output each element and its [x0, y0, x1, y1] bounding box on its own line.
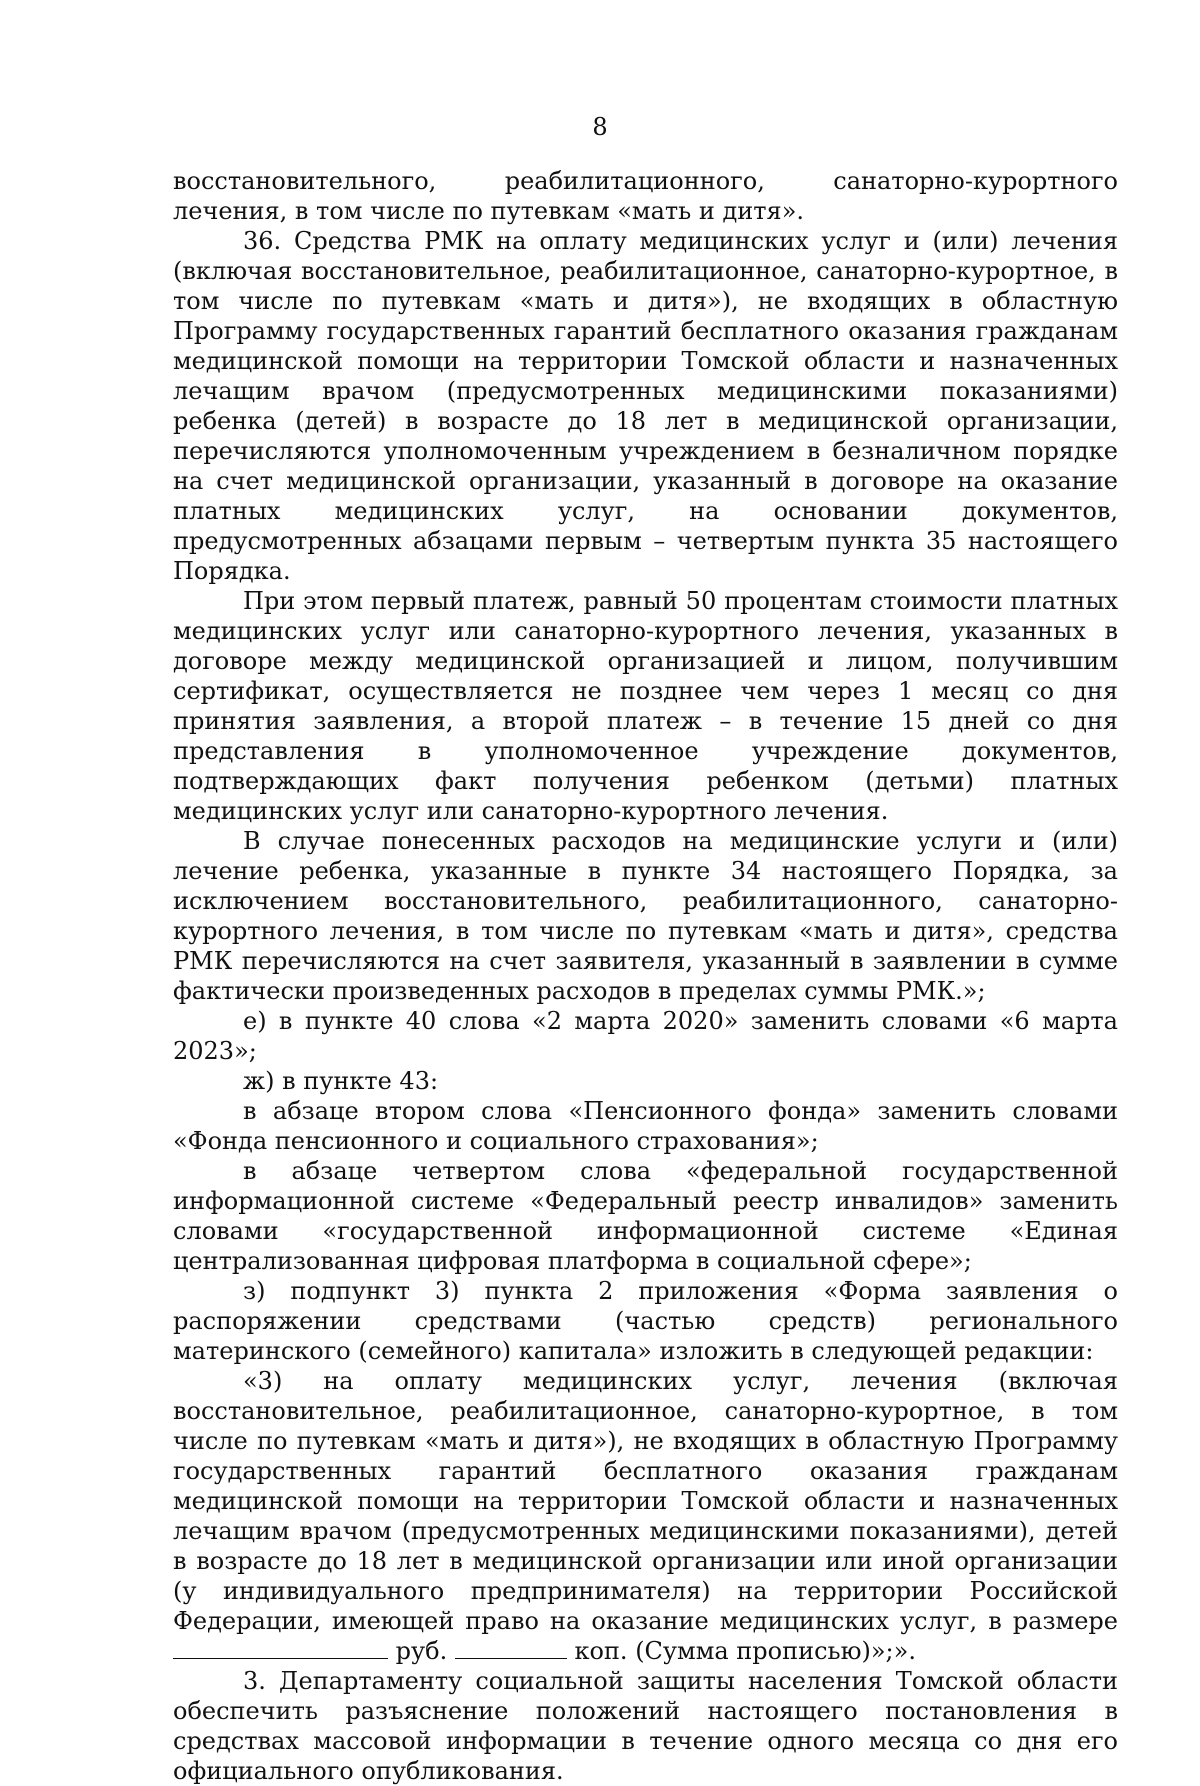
paragraph-payment-schedule: При этом первый платеж, равный 50 процентам стоимости платных медицинских услуг или санаторно-курортного лечения, указанных в договоре между медицинской организацией и лицом, получившим сертификат, осуществляется не позднее чем через 1 месяц со дня принятия заявления, а второй платеж – в течение 15 дней со дня представления в уполномоченное учреждение документов, подтверждающих факт получения ребенком (детьми) платных медицинских услуг или санаторно-курортного лечения. [173, 587, 1118, 825]
paragraph-abzac-second: в абзаце втором слова «Пенсионного фонда» заменить словами «Фонда пенсионного и социального страхования»; [173, 1097, 1118, 1155]
kopecks-label: коп. (Сумма прописью)»;». [574, 1637, 916, 1665]
paragraph-expenses: В случае понесенных расходов на медицинские услуги и (или) лечение ребенка, указанные в пункте 34 настоящего Порядка, за исключением восстановительного, реабилитационного, санаторно-курортного лечения, в том числе по путевкам «мать и дитя», средства РМК перечисляются на счет заявителя, указанный в заявлении в сумме фактически произведенных расходов в пределах суммы РМК.»; [173, 827, 1118, 1005]
paragraph-continuation: восстановительного, реабилитационного, санаторно-курортного лечения, в том числе по путевкам «мать и дитя». [173, 167, 1118, 225]
form-item-3-text: «3) на оплату медицинских услуг, лечения (включая восстановительное, реабилитационное, санаторно-курортное, в том числе по путевкам «мать и дитя»), не входящих в областную Программу государственных гарантий бесплатного оказания гражданам медицинской помощи на территории Томской области и назначенных лечащим врачом (предусмотренных медицинскими показаниями), детей в возрасте до 18 лет в медицинской организации или иной организации (у индивидуального предпринимателя) на территории Российской Федерации, имеющей право на оказание медицинских услуг, в размере [173, 1367, 1118, 1635]
paragraph-item-36: 36. Средства РМК на оплату медицинских услуг и (или) лечения (включая восстановительное, реабилитационное, санаторно-курортное, в том числе по путевкам «мать и дитя»), не входящих в областную Программу государственных гарантий бесплатного оказания гражданам медицинской помощи на территории Томской области и назначенных лечащим врачом (предусмотренных медицинскими показаниями) ребенка (детей) в возрасте до 18 лет в медицинской организации, перечисляются уполномоченным учреждением в безналичном порядке на счет медицинской организации, указанный в договоре на оказание платных медицинских услуг, на основании документов, предусмотренных абзацами первым – четвертым пункта 35 настоящего Порядка. [173, 227, 1118, 585]
paragraph-amendment-zh: ж) в пункте 43: [243, 1067, 439, 1095]
paragraph-form-item-3 [173, 1366, 1118, 1666]
document-body [173, 166, 1118, 1786]
paragraph-amendment-z: з) подпункт 3) пункта 2 приложения «Форма заявления о распоряжении средствами (частью средств) регионального материнского (семейного) капитала» изложить в следующей редакции: [173, 1277, 1118, 1365]
amount-kopecks-blank [455, 1636, 567, 1659]
paragraph-abzac-fourth: в абзаце четвертом слова «федеральной государственной информационной системе «Федеральный реестр инвалидов» заменить словами «государственной информационной системе «Единая централизованная цифровая платформа в социальной сфере»; [173, 1157, 1118, 1275]
page-number: 8 [592, 113, 608, 141]
paragraph-item-3-department: 3. Департаменту социальной защиты населения Томской области обеспечить разъяснение положений настоящего постановления в средствах массовой информации в течение одного месяца со дня его официального опубликования. [173, 1667, 1118, 1785]
rubles-label: руб. [395, 1637, 448, 1665]
paragraph-amendment-e: е) в пункте 40 слова «2 марта 2020» заменить словами «6 марта 2023»; [173, 1007, 1118, 1065]
amount-rubles-blank [173, 1636, 388, 1659]
